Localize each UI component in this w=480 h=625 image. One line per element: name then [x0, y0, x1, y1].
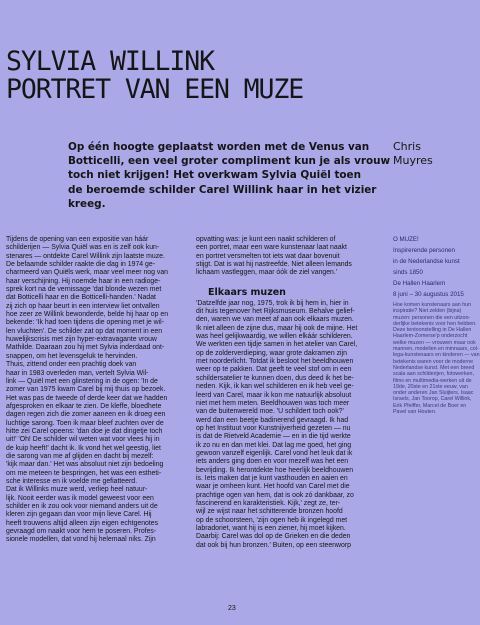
- sidebar-line: welke muzen — vrouwen maar ook: [393, 339, 476, 346]
- text-line: sche interesse en ik voelde me gefiatteerd.: [6, 477, 137, 485]
- text-line: fascinerend en karakteristiek. Kijk,' zegt ze, ter-: [196, 499, 341, 507]
- text-line: Daarbij: Carel was dol op de Grieken en die deden: [196, 533, 351, 541]
- body-column-1: [6, 236, 188, 545]
- sidebar-line: muzen: personen die een uitzon-: [393, 314, 471, 321]
- text-line: snappen, om het levensgeluk te hervinden.: [6, 352, 138, 360]
- text-line: is dat de Rietveld Academie — en in die tijd werkte: [196, 433, 351, 441]
- text-line: weer op te pakken. Dat geeft te veel stof om in een: [196, 366, 352, 374]
- text-line: iets anders ging doen en voor mezelf was het een: [196, 458, 349, 466]
- text-line: sprek kort na de vernissage 'dat blonde wezen met: [6, 286, 162, 294]
- sidebar-caption: [393, 236, 467, 298]
- article-title: [6, 48, 466, 104]
- text-line: 'kijk maar dan.' Het was absoluut niet zijn bedoeling: [6, 461, 164, 469]
- text-line: stenares — ontdekte Carel Willink zijn laatste muze.: [6, 252, 165, 260]
- sidebar-line: Haarlem-Zomerse'p onderzocht: [393, 333, 468, 340]
- text-line: Thuis, zittend onder een prachtig doek van: [6, 361, 137, 369]
- text-line: niet met hem meten. Beeldhouwen was toch meer: [196, 399, 350, 407]
- text-line: leerd van Carel, maar ik kon me natuurlijk absoluut: [196, 391, 352, 399]
- text-line: dat ook bij hun bronzen.' Buiten, op een steenworp: [196, 541, 351, 549]
- text-line: len vluchten'. De schilder zat op dat moment in een: [6, 327, 163, 335]
- sidebar-line: onder anderen Jan Sluijters, Isaac: [393, 390, 474, 397]
- author-name: [393, 140, 467, 168]
- sidebar-line: lega-kunstenaars en kinderen — van: [393, 352, 480, 359]
- text-line: labradoriet, want hij is een ziener, hij moet kijken.: [196, 525, 346, 532]
- lead-line: Botticelli, een veel groter compliment kun je als vrouw: [68, 155, 391, 168]
- text-line: en portret versmelten tot iets wat daar bovenuit: [196, 252, 340, 260]
- sidebar-line: Pavel van Houten.: [393, 409, 437, 416]
- text-line: Dat ik Willinks muze werd, verliep heel natuur-: [6, 486, 148, 494]
- text-line: op het Instituut voor Kunstnijverheid gezeten — nu: [196, 424, 351, 432]
- page-number: 23: [228, 605, 236, 612]
- text-line: is. Iets maken dat je kunt vasthouden en aaien en: [196, 474, 348, 482]
- text-line: zomer van 1975 kwam Carel bij mij thuis op bezoek.: [6, 386, 166, 394]
- lead-line: toch niet krijgen! Het overkwam Sylvia Quiël toen: [68, 169, 361, 182]
- sidebar-line: Hoe komen kunstenaars aan hun: [393, 302, 472, 308]
- sidebar-line: inspiratie? Niet zelden (bijna): [393, 308, 462, 315]
- author-line: Chris: [393, 140, 421, 153]
- section-subheading: Elkaars muzen: [208, 286, 286, 298]
- text-line: de kuip heeft!' dacht ik. Ik vond het wel geestig, liet: [6, 444, 161, 452]
- caption-line: in de Nederlandse kunst: [393, 258, 460, 265]
- text-line: Ik niet alleen de zijne dus, maar hij ook de mijne. Het: [196, 324, 358, 332]
- text-line: Mathilde. Daaraan zou hij met Sylvia inderdaad ont-: [6, 344, 165, 352]
- text-line: Het was pas de tweede of derde keer dat we hadden: [6, 394, 168, 402]
- text-line: link — Quiël met een glinstering in de ogen: 'In de: [6, 377, 158, 385]
- text-line: stijgt. Dat is wat hij nastreefde. Niet alleen lemands: [196, 261, 352, 269]
- text-line: uit!' 'Oh! De schilder wil weten wat voor vlees hij in: [6, 436, 160, 444]
- sidebar-line: Nederlandse kunst. Met een breed: [393, 364, 475, 371]
- sidebar-line: mannen, modellen en minnaars, col-: [393, 346, 479, 353]
- lead-line: Op één hoogte geplaatst worden met de Venus van: [68, 141, 370, 153]
- text-line: opvatting was: je kunt een naakt schilderen of: [196, 236, 336, 243]
- text-line: schilderijen — Sylvia Quiël was en is zelf ook kun-: [6, 244, 160, 252]
- sidebar-line: Erik Pfeiffer, Marcel de Boer en: [393, 402, 467, 409]
- text-line: bevrijding. Ik herontdekte hoe heerlijk beeldhouwen: [196, 466, 354, 474]
- text-line: We werkten een tijdje samen in het atelier van Carel,: [196, 341, 358, 349]
- text-line: van de buitenwereld moe. 'U schildert toch ook?': [196, 408, 344, 416]
- text-line: dagen regen zich die zomer aaneen en ik droeg een: [6, 411, 166, 419]
- text-line: prachtige ogen van hem, dat is ook zó dankbaar, zo: [196, 491, 354, 499]
- caption-line: sinds 1850: [393, 269, 423, 276]
- text-line: huwelijkscrisis met zijn hyper-extravagante vrouw: [6, 336, 157, 344]
- text-line: was heel gelijkwaardig, we willen elkáár schilderen.: [196, 333, 353, 341]
- lead-line: kreeg.: [68, 197, 106, 210]
- text-line: schildersatelier te kunnen doen, dus deed ik het be-: [196, 374, 354, 382]
- lead-paragraph: [68, 140, 391, 211]
- text-line: wijl ze wijst naar het schitterende bronzen hoofd: [196, 508, 343, 516]
- text-line: afgesproken en elkaar te zien. De kleffe, bloedhete: [6, 402, 162, 410]
- text-line: sionele modellen, dat vond hij helemaal niks. Zijn: [6, 536, 156, 544]
- text-line: zij zich op haar beurt in een interview liet ontvallen: [6, 302, 160, 310]
- text-line: den, waren we van meet af aan ook elkaars muzen.: [196, 316, 354, 324]
- text-line: met noorderlicht. Totdat ik besloot het beeldhouwen: [196, 358, 354, 366]
- text-line: hitte zei Carel opeens: 'dan doe je dat dingetje toch: [6, 427, 163, 435]
- text-line: om me meteen te bespringen, het was een estheti-: [6, 469, 162, 477]
- text-line: die sarong van me af glijden en dacht bij mezelf:: [6, 452, 154, 460]
- lead-line: de beroemde schilder Carel Willink haar in het vizier: [68, 183, 377, 196]
- text-line: Tijdens de opening van een expositie van háár: [6, 236, 149, 243]
- sidebar-line: Israels, Jan Toorop, Carel Willink,: [393, 396, 472, 403]
- text-line: hoe zeer ze Willink bewonderde, belde hij haar op en: [6, 311, 169, 319]
- text-line: haar verschijning. Hij noemde haar in een radioge-: [6, 277, 161, 285]
- sidebar-line: derlijke betekenis voor hen hebben.: [393, 320, 477, 327]
- text-line: dit huis tegenover het Rijksmuseum. Behalve gelief-: [196, 308, 355, 316]
- text-line: kleren zijn gegaan dan voor mijn lieve Carel. Hij: [6, 511, 152, 519]
- caption-line: O MUZE!: [393, 236, 419, 243]
- text-line: op de schoorsteen, 'zijn ogen heb ik ingelegd met: [196, 516, 348, 524]
- text-line: lijk. Nooit eerder was ik model geweest voor een: [6, 494, 154, 502]
- author-line: Muyres: [393, 154, 433, 167]
- text-line: schilder en ik zou ook voor niemand anders uit de: [6, 503, 158, 510]
- sidebar-line: 19de, 20ste en 21ste eeuw, van: [393, 383, 468, 390]
- text-line: werd dan een beetje badinerend gevraagd. Ik had: [196, 416, 349, 424]
- text-line: luchtige sarong. Toen ik maar bleef zuchten over de: [6, 419, 164, 427]
- text-line: gewoon vanzelf eigenlijk. Carel vond het leuk dat ik: [196, 449, 353, 457]
- sidebar-text: [393, 302, 480, 416]
- body-column-2-bottom: [196, 300, 368, 550]
- text-line: bekende: 'Ik had toen tijdens die opening met je wil-: [6, 319, 164, 327]
- sidebar-line: betekenis waren voor de moderne: [393, 358, 474, 365]
- text-line: gevraagd om naakt voor hem te poseren. Profes-: [6, 528, 157, 536]
- text-line: waar je omheen kunt. Het hoofd van Carel met die: [196, 483, 350, 491]
- text-line: De befaamde schilder raakte die dag in 1974 ge-: [6, 261, 156, 269]
- text-line: neden. Kijk, ik kan wel schilderen en ik heb veel ge-: [196, 383, 354, 391]
- caption-line: 8 juni – 30 augustus 2015: [393, 291, 464, 298]
- title-line: SYLVIA WILLINK: [6, 46, 214, 77]
- body-column-2-top: [196, 236, 368, 278]
- text-line: heeft trouwens altijd alleen zijn eigen echtgenotes: [6, 519, 159, 527]
- body-column-2: [196, 236, 368, 550]
- sidebar-line: Deze tentoonstelling in De Hallen: [393, 327, 472, 334]
- sidebar-exhibition-info: [393, 236, 480, 416]
- sidebar-line: scala aan schilderijen, fotowerken,: [393, 371, 474, 378]
- text-line: 'Datzelfde jaar nog, 1975, trok ik bij hem in, hier in: [196, 299, 349, 307]
- text-line: ik zo nu en dan met klei. Dat lag me goed, het ging: [196, 441, 352, 449]
- text-line: dat Botticelli haar en die Botticelli-handen.' Nadat: [6, 294, 156, 302]
- text-line: haar in 1983 overleden man, vertelt Sylvia Wil-: [6, 369, 149, 377]
- title-line: PORTRET VAN EEN MUZE: [6, 74, 304, 105]
- sidebar-line: films en multimedia-werken uit de: [393, 377, 472, 384]
- text-line: op de zolderverdieping, waar grote dakramen zijn: [196, 349, 347, 357]
- text-line: een portret, maar een ware kunstenaar laat naakt: [196, 244, 347, 252]
- caption-line: Inspirerende personen: [393, 247, 455, 254]
- text-line: charmeerd van Quiëls werk, maar veel meer nog van: [6, 269, 169, 277]
- text-line: lichaam vastleggen, maar óók de ziel vangen.': [196, 269, 338, 277]
- caption-line: De Hallen Haarlem: [393, 280, 446, 287]
